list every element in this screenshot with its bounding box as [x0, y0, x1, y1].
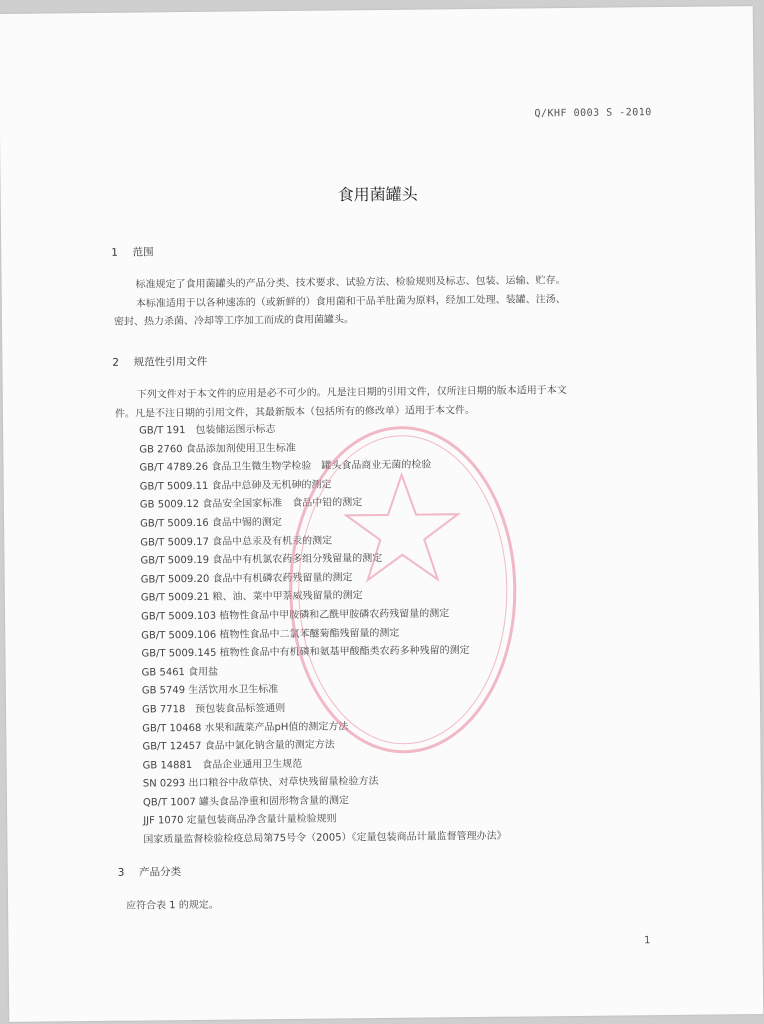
reference-item: 国家质量监督检验检疫总局第75号令（2005）《定量包装商品计量监督管理办法》	[143, 830, 507, 846]
reference-item: GB/T 191 包装储运图示标志	[139, 424, 276, 437]
reference-item: GB 7718 预包装食品标签通则	[141, 702, 286, 716]
reference-list	[139, 417, 663, 850]
reference-item: GB/T 5009.17 食品中总汞及有机汞的测定	[140, 535, 333, 549]
reference-item: GB/T 5009.106 植物性食品中二氯苯醚菊酯残留量的测定	[141, 627, 400, 642]
reference-item: GB/T 5009.19 食品中有机氯农药多组分残留量的测定	[140, 553, 383, 567]
document-page	[0, 6, 763, 1022]
section-title: 规范性引用文件	[133, 355, 208, 369]
section-number: 1	[111, 246, 119, 259]
classification-text: 应符合表 1 的规定。	[126, 899, 219, 912]
reference-item: GB 5461 食用盐	[141, 666, 219, 679]
reference-item: GB/T 12457 食品中氯化钠含量的测定方法	[142, 739, 335, 753]
reference-item: JJF 1070 定量包装商品净含量计量检验规则	[143, 813, 337, 827]
normative-paragraph-2: 件。凡是不注日期的引用文件，其最新版本（包括所有的修改单）适用于本文件。	[114, 404, 475, 420]
reference-item: GB/T 5009.20 食品中有机磷农药残留量的测定	[140, 572, 353, 586]
reference-item: GB/T 4789.26 食品卫生微生物学检验 罐头食品商业无菌的检验	[139, 459, 432, 474]
section-title: 产品分类	[139, 866, 182, 879]
section-1-heading	[111, 244, 153, 259]
reference-item: GB 14881 食品企业通用卫生规范	[142, 758, 303, 772]
reference-item: GB/T 5009.103 植物性食品中甲胺磷和乙酰甲胺磷农药残留量的测定	[141, 608, 450, 623]
reference-item: GB 5749 生活饮用水卫生标准	[141, 684, 279, 697]
standard-code: Q/KHF 0003 S -2010	[534, 107, 652, 120]
reference-item: SN 0293 出口粮谷中敌草快、对草快残留量检验方法	[142, 776, 379, 790]
reference-item: GB/T 10468 水果和蔬菜产品pH值的测定方法	[142, 720, 349, 735]
scope-paragraph-2: 本标准适用于以各种速冻的（或新鲜的）食用菌和干品羊肚菌为原料，经加工处理、装罐、注汤、	[135, 293, 566, 310]
reference-item: GB/T 5009.21 粮、油、菜中甲萘威残留量的测定	[140, 590, 363, 604]
scope-paragraph-1: 标准规定了食用菌罐头的产品分类、技术要求、试验方法、检验规则及标志、包装、运输、贮存。	[135, 275, 566, 291]
section-2-heading	[112, 354, 207, 370]
reference-item: GB/T 5009.145 植物性食品中有机磷和氨基甲酸酯类农药多种残留的测定	[141, 645, 470, 660]
reference-item: GB/T 5009.16 食品中锡的测定	[140, 517, 282, 530]
scope-paragraph-3: 密封、热力杀菌、冷却等工序加工而成的食用菌罐头。	[113, 314, 355, 328]
normative-paragraph-1: 下列文件对于本文件的应用是必不可少的。凡是注日期的引用文件，仅所注日期的版本适用于本文	[136, 385, 567, 401]
reference-item: QB/T 1007 罐头食品净重和固形物含量的测定	[142, 795, 350, 809]
section-title: 范围	[132, 246, 154, 259]
scope-text	[114, 271, 667, 332]
reference-item: GB 5009.12 食品安全国家标准 食品中铅的测定	[139, 497, 363, 511]
reference-item: GB 2760 食品添加剂使用卫生标准	[139, 442, 296, 456]
document-title: 食用菌罐头	[337, 184, 418, 205]
section-number: 2	[112, 356, 120, 369]
page-number: 1	[644, 935, 651, 947]
section-number: 3	[117, 866, 125, 879]
reference-item: GB/T 5009.11 食品中总砷及无机砷的测定	[139, 479, 332, 493]
section-3-heading	[118, 864, 181, 880]
